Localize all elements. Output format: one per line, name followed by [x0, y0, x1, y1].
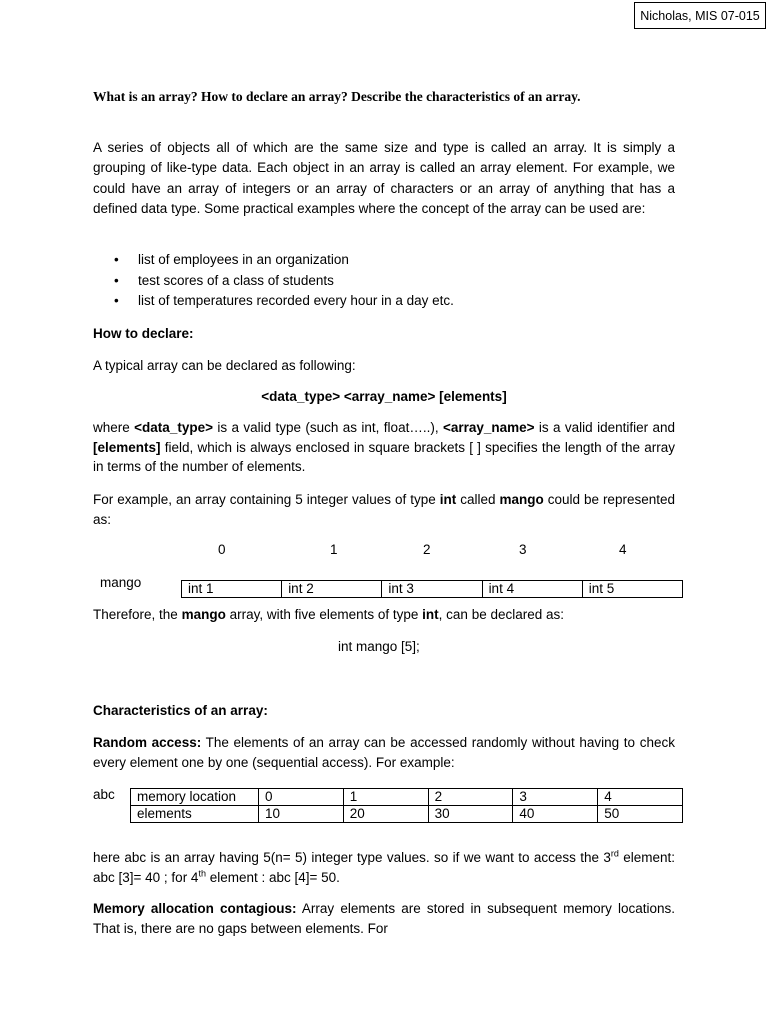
table-cell: elements	[131, 806, 259, 823]
explanation-text: is a valid type (such as int, float…..),	[212, 420, 443, 435]
table-cell: 2	[428, 789, 513, 806]
characteristics-heading: Characteristics of an array:	[93, 703, 268, 718]
array-name-term: <array_name>	[442, 420, 535, 435]
int-term: int	[422, 607, 439, 622]
mango-cell: int 3	[382, 581, 482, 598]
therefore-text: array, with five elements of type	[225, 607, 423, 622]
mango-cell: int 4	[482, 581, 582, 598]
table-cell: 4	[598, 789, 683, 806]
table-cell: 20	[343, 806, 428, 823]
random-access-paragraph	[93, 733, 675, 772]
table-cell: 40	[513, 806, 598, 823]
table-cell: 1	[343, 789, 428, 806]
declare-heading: How to declare:	[93, 326, 194, 341]
example-text: For example, an array containing 5 integer values of type	[93, 492, 440, 507]
therefore-sentence	[93, 605, 693, 625]
mango-index: 4	[619, 542, 627, 557]
declare-syntax: <data_type> <array_name> [elements]	[261, 389, 507, 404]
example-text: could be represented as:	[93, 492, 675, 527]
table-row	[182, 581, 683, 598]
table-cell: 30	[428, 806, 513, 823]
explanation-text: field, which is always enclosed in square brackets [ ] specifies the length of the array in terms of the number of elements.	[93, 439, 675, 474]
list-item: • list of employees in an organization	[114, 250, 674, 271]
random-access-body: The elements of an array can be accessed randomly without having to check every element one by one (sequential access). For example:	[93, 735, 675, 770]
abc-note-text: element: abc [3]= 40 ; for 4	[93, 850, 675, 885]
table-cell: 50	[598, 806, 683, 823]
table-cell: 0	[259, 789, 344, 806]
author-id: Nicholas, MIS 07-015	[640, 8, 760, 23]
therefore-text: Therefore, the	[93, 607, 182, 622]
abc-array-table	[130, 788, 683, 823]
example-text: called	[456, 492, 500, 507]
mango-index: 2	[423, 542, 431, 557]
examples-list	[114, 250, 674, 312]
int-term: int	[439, 492, 457, 507]
data-type-term: <data_type>	[134, 420, 213, 435]
intro-paragraph: A series of objects all of which are the same size and type is called an array. It is simply a grouping of like-type data. Each object in an array is called an array element. For example, we could have an array of integers or an array of characters or an array of anything that has a defined data type. Some practical examples where the concept of the array can be used are:	[93, 140, 675, 216]
table-cell: memory location	[131, 789, 259, 806]
elements-term: [elements]	[93, 439, 161, 455]
author-id-box	[634, 2, 766, 29]
mango-cell: int 2	[282, 581, 382, 598]
mango-array-table	[181, 580, 683, 598]
mango-index: 0	[218, 542, 226, 557]
mango-term: mango	[181, 607, 226, 622]
mango-term: mango	[499, 492, 544, 507]
abc-note-text: element : abc [4]= 50.	[205, 869, 340, 885]
mango-label: mango	[100, 575, 142, 590]
table-cell: 10	[259, 806, 344, 823]
where-text: where	[93, 420, 130, 435]
abc-label: abc	[93, 787, 115, 802]
declare-explanation	[93, 418, 675, 477]
ordinal-suffix: th	[198, 868, 206, 878]
mango-index: 3	[519, 542, 527, 557]
mango-cell: int 5	[582, 581, 682, 598]
abc-note-text: here abc is an array having 5(n= 5) integer type values. so if we want to access the 3	[93, 850, 611, 865]
declaration-code: int mango [5];	[338, 639, 420, 654]
explanation-text: is a valid identifier and	[534, 420, 675, 435]
table-row	[131, 789, 683, 806]
abc-note-paragraph	[93, 848, 675, 887]
question-heading: What is an array? How to declare an array? Describe the characteristics of an array.	[93, 89, 581, 104]
list-item: • test scores of a class of students	[114, 271, 674, 292]
example-sentence	[93, 490, 675, 529]
random-access-title: Random access:	[93, 735, 202, 750]
list-item: • list of temperatures recorded every hour in a day etc.	[114, 291, 674, 312]
memory-allocation-title: Memory allocation contagious:	[93, 901, 297, 916]
table-row	[131, 806, 683, 823]
declare-intro: A typical array can be declared as following:	[93, 358, 356, 373]
table-cell: 3	[513, 789, 598, 806]
memory-allocation-body: Array elements are stored in subsequent memory locations. That is, there are no gaps between elements. For	[93, 901, 675, 936]
mango-cell: int 1	[182, 581, 282, 598]
therefore-text: , can be declared as:	[438, 607, 565, 622]
mango-index: 1	[330, 542, 338, 557]
memory-allocation-paragraph	[93, 899, 675, 938]
ordinal-suffix: rd	[610, 848, 619, 859]
